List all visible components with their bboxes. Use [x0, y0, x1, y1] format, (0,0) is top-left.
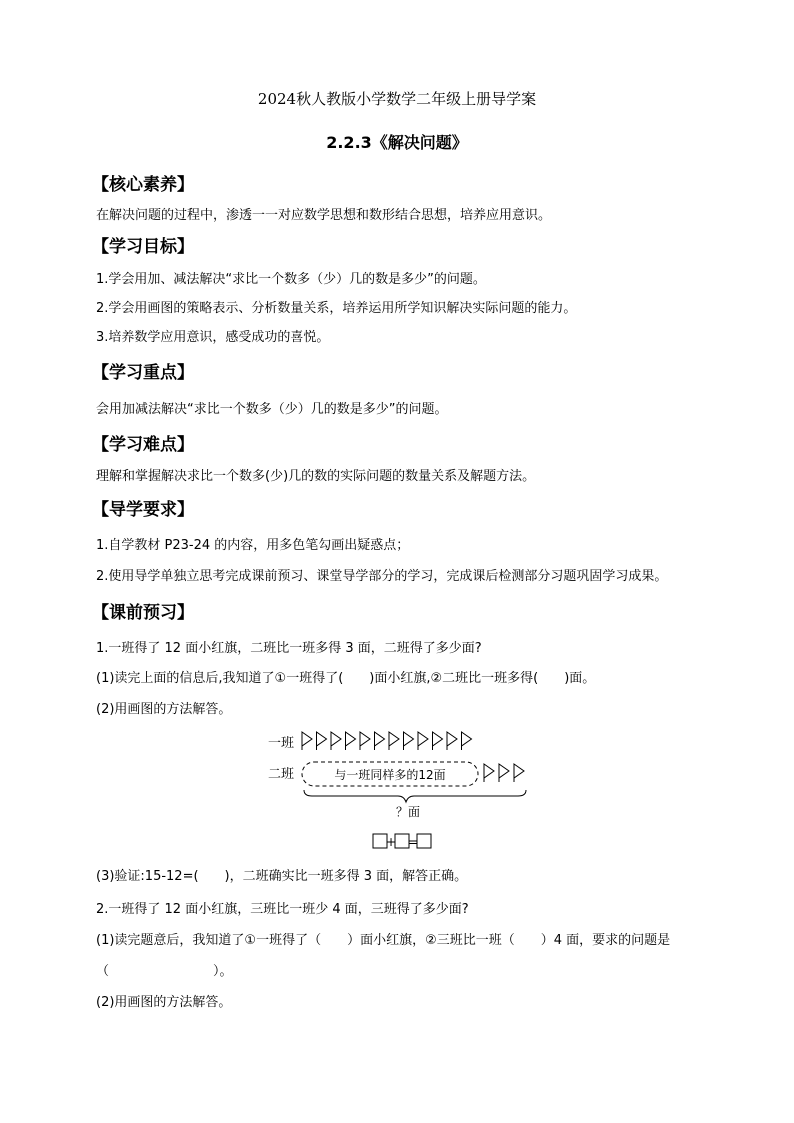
red-flag-icon [484, 764, 494, 782]
requirement-item-2: 2.使用导学单独立思考完成课前预习、课堂导学部分的学习，完成课后检测部分习题巩固学习成果。 [96, 569, 668, 584]
goal-item-3: 3.培养数学应用意识，感受成功的喜悦。 [96, 330, 330, 345]
red-flag-icon [317, 732, 327, 750]
requirement-item-1: 1.自学教材 P23-24 的内容，用多色笔勾画出疑惑点； [96, 538, 410, 553]
core-text: 在解决问题的过程中，渗透一一对应数学思想和数形结合思想，培养应用意识。 [96, 208, 552, 223]
red-flag-icon [462, 732, 472, 750]
heading-preview: 【课前预习】 [92, 603, 194, 623]
flag-diagram-svg [262, 728, 542, 858]
red-flag-icon [418, 732, 428, 750]
key-points-text: 会用加减法解决“求比一个数多（少）几的数是多少”的问题。 [96, 402, 448, 417]
red-flag-icon [404, 732, 414, 750]
total-brace-label: ？面 [395, 805, 421, 819]
goal-item-1: 1.学会用加、减法解决“求比一个数多（少）几的数是多少”的问题。 [96, 272, 486, 287]
red-flag-icon [302, 732, 312, 750]
red-flag-icon [499, 764, 509, 782]
red-flag-icon [447, 732, 457, 750]
class-1-flags [302, 732, 472, 750]
equation-box-2[interactable] [395, 834, 409, 848]
equation-box-3[interactable] [417, 834, 431, 848]
document-title: 2024秋人教版小学数学二年级上册导学案 [257, 90, 537, 108]
red-flag-icon [346, 732, 356, 750]
equation-box-1[interactable] [373, 834, 387, 848]
goal-item-2: 2.学会用画图的策略表示、分析数量关系，培养运用所学知识解决实际问题的能力。 [96, 301, 577, 316]
total-brace [304, 790, 526, 802]
equation-equals: = [407, 835, 419, 849]
preview-question-1-part-2: (2)用画图的方法解答。 [96, 702, 232, 717]
preview-question-2: 2.一班得了 12 面小红旗，三班比一班少 4 面，三班得了多少面? [96, 902, 469, 917]
red-flag-icon [389, 732, 399, 750]
heading-core: 【核心素养】 [92, 175, 194, 195]
flag-diagram [262, 728, 542, 858]
preview-question-2-part-1: (1)读完题意后，我知道了①一班得了（ ）面小红旗，②三班比一班（ ）4 面，要求的问题是 [96, 933, 671, 948]
heading-key-points: 【学习重点】 [92, 363, 194, 383]
red-flag-icon [433, 732, 443, 750]
heading-requirements: 【导学要求】 [92, 500, 194, 520]
preview-question-1-part-1: (1)读完上面的信息后,我知道了①一班得了( )面小红旗,②二班比一班多得( )面。 [96, 671, 596, 686]
row-label-class-2: 二班 [268, 767, 295, 782]
dashed-group-text: 与一班同样多的12面 [334, 768, 446, 782]
heading-goals: 【学习目标】 [92, 237, 194, 257]
preview-question-2-part-1-continued: （ ）。 [96, 964, 233, 979]
heading-difficulties: 【学习难点】 [92, 435, 194, 455]
red-flag-icon [331, 732, 341, 750]
red-flag-icon [375, 732, 385, 750]
preview-question-1-part-3: (3)验证:15-12=( )，二班确实比一班多得 3 面，解答正确。 [96, 869, 468, 884]
preview-question-2-part-2: (2)用画图的方法解答。 [96, 995, 232, 1010]
red-flag-icon [514, 764, 524, 782]
red-flag-icon [360, 732, 370, 750]
difficulties-text: 理解和掌握解决求比一个数多(少)几的数的实际问题的数量关系及解题方法。 [96, 469, 536, 484]
lesson-title: 2.2.3《解决问题》 [326, 133, 468, 152]
preview-question-1: 1.一班得了 12 面小红旗，二班比一班多得 3 面，二班得了多少面? [96, 641, 482, 656]
row-label-class-1: 一班 [268, 736, 295, 751]
class-2-extra-flags [484, 764, 524, 782]
equation-plus: + [385, 835, 397, 849]
